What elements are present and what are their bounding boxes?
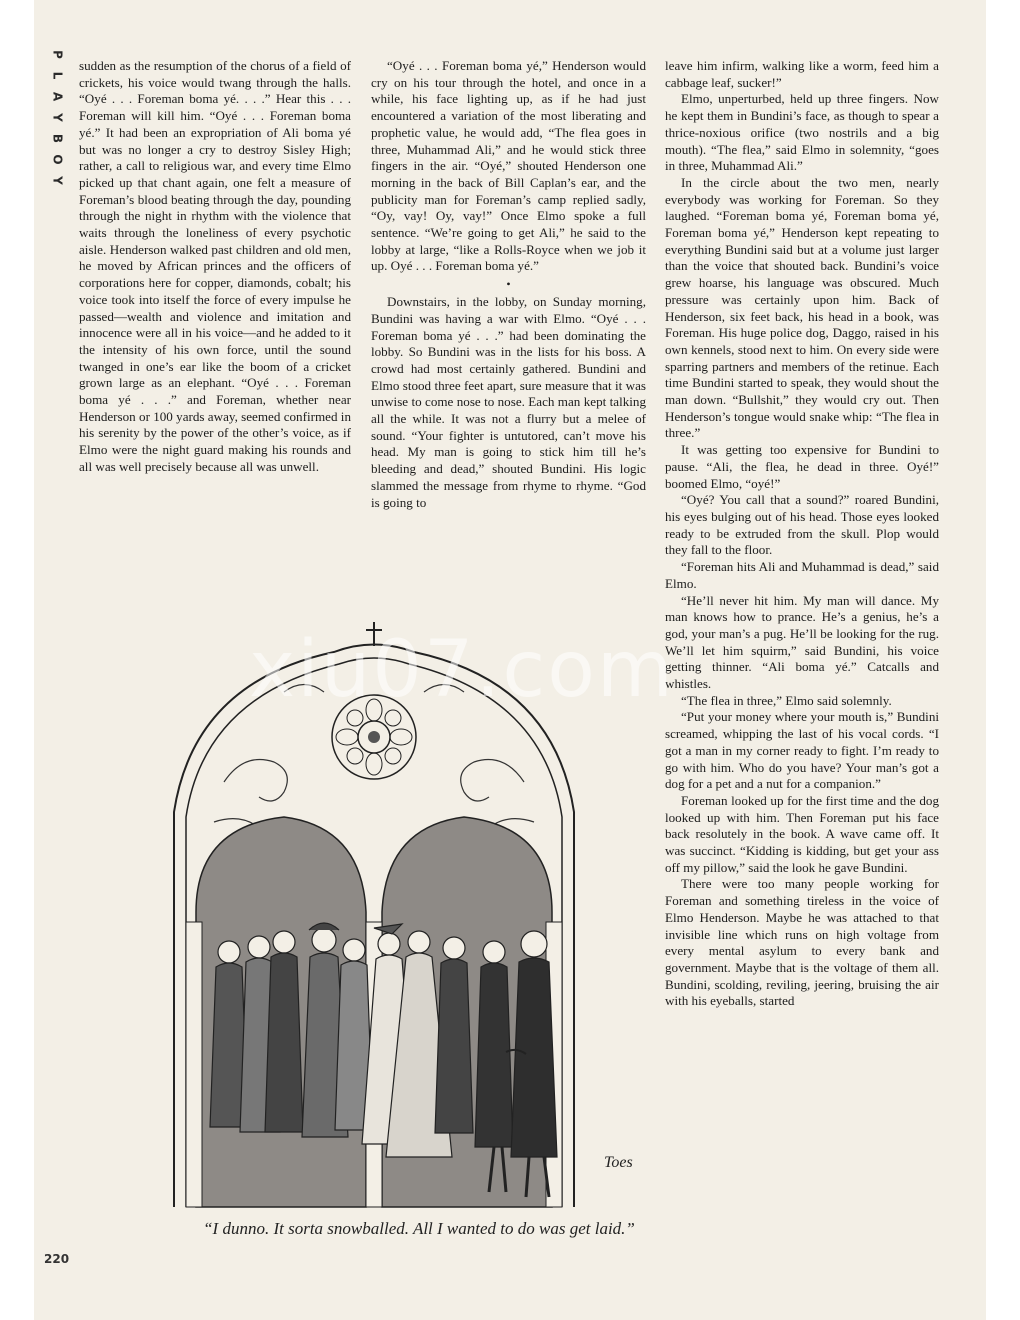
masthead-letter: P bbox=[50, 50, 65, 59]
magazine-page bbox=[34, 0, 986, 1320]
paragraph: Foreman looked up for the first time and the dog looked up with him. Then Foreman put his face back resolutely in the book. A wave came off. It was succinct. “Kidding is kidding, but get your ass off my pillow,” said the look he gave Bundini. bbox=[665, 792, 939, 875]
text-column-3 bbox=[665, 58, 939, 1010]
paragraph: There were too many people working for Foreman and something tireless in the voice of Elmo Henderson. Maybe he was attached to that invisible line which runs on high voltage from every mental asylum to every bank and government. Maybe that is the voltage of them all. Bundini, scolding, reviling, jeering, bruising the air with his eyeballs, started bbox=[665, 876, 939, 1009]
text-column-2 bbox=[371, 58, 646, 511]
watermark: xiu07.com bbox=[249, 625, 675, 715]
paragraph: sudden as the resumption of the chorus of a field of crickets, his voice would twang through the halls. “Oyé . . . Foreman boma yé. . . .” Hear this . . . Foreman will kill him. “Oyé . . . Foreman boma yé.” It had been an expropriation of Ali boma yé but was no longer a cry to destroy Sisley High; rather, a call to religious war, and every time Elmo picked up that chant again, one felt a measure of Foreman’s blood beating through the day, pounding through the night in rhythm with the violence that waits through the loneliness of every psychotic aisle. Henderson walked past children and old men, he moved by African princes and the officers of corporations here for copper, diamonds, cobalt; his voice took into itself the force of every impulse he passed—wealth and violence and imitation and innocence were all in his voice—and he added to it the intensity of his own force, until the sound twanged in one’s ear like the boom of a cricket grown large as an elephant. “Oyé . . . Foreman boma yé . . .” and Foreman, whether near Henderson or 100 yards away, seemed confirmed in his serenity by the power of the other’s voice, as if Elmo were the night guard making his rounds and all was well precisely because all was unwell. bbox=[79, 58, 351, 474]
paragraph: “Oyé? You call that a sound?” roared Bundini, his eyes bulging out of his head. Those eyes looked ready to be extruded from the skull. Plop would they fall to the floor. bbox=[665, 492, 939, 558]
paragraph: It was getting too expensive for Bundini to pause. “Ali, the flea, he dead in three. Oyé!” boomed Elmo, “oyé!” bbox=[665, 442, 939, 491]
masthead-letter: Y bbox=[50, 113, 65, 122]
masthead-letter: O bbox=[50, 154, 65, 165]
paragraph: “Oyé . . . Foreman boma yé,” Henderson would cry on his tour through the hotel, and once in a while, his face lighting up, as if he had just encountered a variation of the most liberating and prophetic value, he would add, “The flea goes in three, Muhammad Ali,” and he would stick three fingers in the air. “Oyé,” shouted Henderson one morning in the back of Bill Caplan’s ear, and the publicity man for Foreman’s camp replied sadly, “Oy, vay! Oy, vay!” Once Elmo spoke a full sentence. “We’re going to get Ali,” he said to the lobby at large, “like a Rolls-Royce when we job it up. Oyé . . . Foreman boma yé.” bbox=[371, 58, 646, 274]
wedding-cartoon-illustration bbox=[134, 622, 654, 1212]
cartoonist-signature: Toes bbox=[604, 1154, 633, 1171]
masthead-letter: B bbox=[50, 133, 65, 144]
masthead-letter: Y bbox=[50, 176, 65, 185]
paragraph: Downstairs, in the lobby, on Sunday morning, Bundini was having a war with Elmo. “Oyé . . . Foreman boma yé . . .” had been dominating the lobby. So Bundini was in the lists for his boss. A crowd had most certainly gathered. Bundini and Elmo stood three feet apart, sure measure that it was unwise to come nose to nose. Each man kept talking all the while. It was not a flurry but a melee of sound. “Your fighter is untutored, can’t move his head. My man is going to stick him till he’s bleeding and dead,” shouted Bundini. His logic slammed the message from rhyme to rhyme. “God is going to bbox=[371, 294, 646, 510]
paragraph: leave him infirm, walking like a worm, feed him a cabbage leaf, sucker!” bbox=[665, 58, 939, 90]
cartoon-caption: “I dunno. It sorta snowballed. All I wanted to do was get laid.” bbox=[203, 1219, 635, 1238]
paragraph: “Foreman hits Ali and Muhammad is dead,” said Elmo. bbox=[665, 559, 939, 591]
paragraph: In the circle about the two men, nearly everybody was working for Foreman. So they laughed. “Foreman boma yé, Foreman boma yé, Foreman boma yé,” Henderson kept repeating to everything Bundini said but at a volume just larger than the voice that shouted back. Bundini’s voice grew hoarse, his language was obscured. Much pressure was certainly upon him. Back of Henderson, six feet back, his head in a book, was Foreman. His huge police dog, Daggo, raised in his own kennels, stood next to him. On every side were sparring partners and members of the retinue. Each time Bundini started to speak, they would shout the man down. “Bullshit,” they would cry out. Then Henderson’s tongue would snake whip: “The flea in three.” bbox=[665, 174, 939, 441]
paragraph: “He’ll never hit him. My man will dance. My man knows how to prance. He’s a genius, he’s a god, your man’s a pug. He’ll be looking for the rug. We’ll let him squirm,” said Bundini, his voice getting thinner. “Ali boma yé.” Catcalls and whistles. bbox=[665, 592, 939, 692]
paragraph: Elmo, unperturbed, held up three fingers. Now he kept them in Bundini’s face, as though to spear a thrice-noxious orifice (two nostrils and a big mouth). “The flea,” said Elmo in solemnity, “goes in three, Muhammad Ali.” bbox=[665, 91, 939, 174]
paragraph: “Put your money where your mouth is,” Bundini screamed, whipping the last of his vocal cords. “I got a man in my corner ready to fight. I’m ready to go with him. Who do you have? Your man’s got a dog for a pet and a nut for a companion.” bbox=[665, 709, 939, 792]
page-number: 220 bbox=[44, 1252, 70, 1266]
paragraph: “The flea in three,” Elmo said solemnly. bbox=[681, 692, 892, 708]
section-separator: • bbox=[506, 277, 511, 292]
masthead-letter: A bbox=[50, 91, 65, 102]
magazine-masthead-vertical bbox=[48, 44, 66, 191]
masthead-letter: L bbox=[50, 71, 65, 80]
text-column-1 bbox=[79, 58, 351, 476]
